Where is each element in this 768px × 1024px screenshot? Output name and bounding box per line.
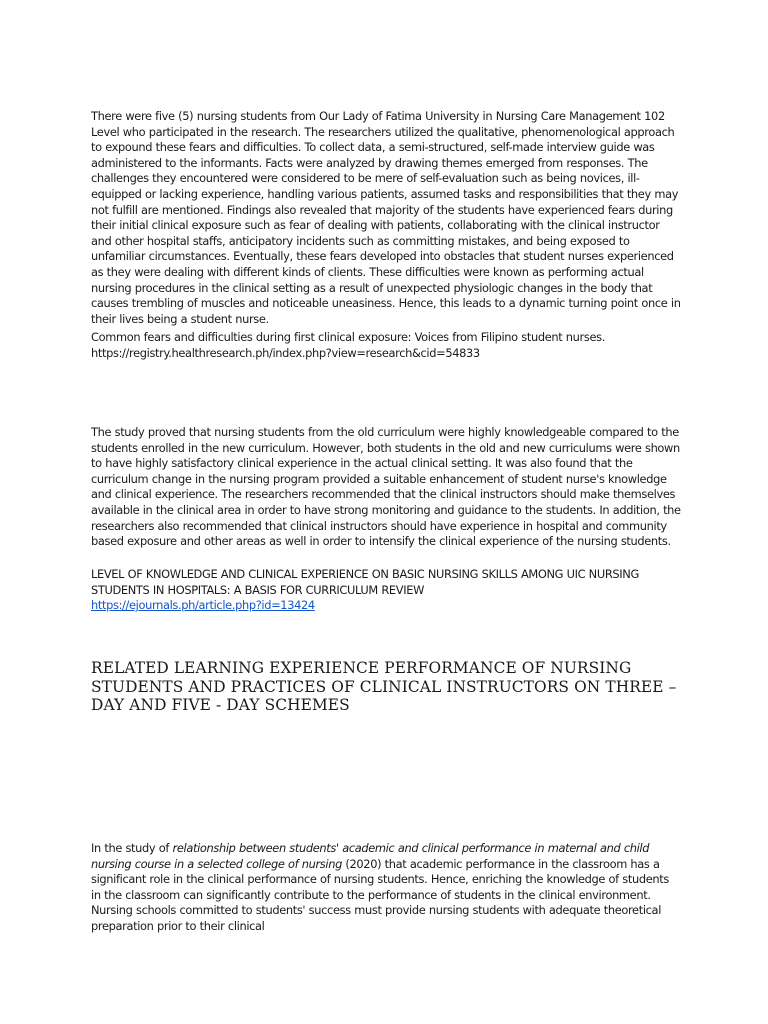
reference-1-url: https://registry.healthresearch.ph/index.php?view=research&cid=54833 xyxy=(91,345,480,360)
reference-2-title: LEVEL OF KNOWLEDGE AND CLINICAL EXPERIENCE ON BASIC NURSING SKILLS AMONG UIC NURSING STUDENTS IN HOSPITALS: A BASIS FOR CURRICULUM REVIEW xyxy=(91,567,639,597)
paragraph-3-text xyxy=(91,841,681,935)
reference-2 xyxy=(91,567,681,614)
paragraph-2-text: The study proved that nursing students from the old curriculum were highly knowledgeable compared to the students enrolled in the new curriculum. However, both students in the old and new curriculums were shown to have highly satisfactory clinical experience in the actual clinical setting. It was also found that the curriculum change in the nursing program provided a suitable enhancement of student nurse's knowledge and clinical experience. The researchers recommended that the clinical instructors should make themselves available in the clinical area in order to have strong monitoring and guidance to the students. In addition, the researchers also recommended that clinical instructors should have experience in hospital and community based exposure and other areas as well in order to intensify the clinical experience of the nursing students. xyxy=(91,425,681,549)
section-heading: RELATED LEARNING EXPERIENCE PERFORMANCE OF NURSING STUDENTS AND PRACTICES OF CLINICAL INSTRUCTORS ON THREE – DAY AND FIVE - DAY SCHEMES xyxy=(91,659,677,714)
paragraph-3-italic-title: relationship between students' academic and clinical performance in maternal and child nursing course in a selected college of nursing xyxy=(91,841,650,871)
section-heading-block xyxy=(91,659,681,715)
paragraph-3-rest: (2020) that academic performance in the classroom has a significant role in the clinical performance of nursing students. Hence, enriching the knowledge of students in the classroom can significantly contribute to the performance of students in the clinical environment. Nursing schools committed to students' success must provide nursing students with adequate theoretical preparation prior to their clinical xyxy=(91,856,669,933)
paragraph-1-text: There were five (5) nursing students from Our Lady of Fatima University in Nursing Care Management 102 Level who participated in the research. The researchers utilized the qualitative, phenomenological approach to expound these fears and difficulties. To collect data, a semi-structured, self-made interview guide was administered to the informants. Facts were analyzed by drawing themes emerged from responses. The challenges they encountered were considered to be mere of self-evaluation such as being novices, ill-equipped or lacking experience, handling various patients, assumed tasks and responsibilities that they may not fulfill are mentioned. Findings also revealed that majority of the students have experienced fears during their initial clinical exposure such as fear of dealing with patients, collaborating with the clinical instructor and other hospital staffs, anticipatory incidents such as committing mistakes, and being exposed to unfamiliar circumstances. Eventually, these fears developed into obstacles that student nurses experienced as they were dealing with different kinds of clients. These difficulties were known as performing actual nursing procedures in the clinical setting as a result of unexpected physiologic changes in the body that causes trembling of muscles and noticeable uneasiness. Hence, this leads to a dynamic turning point once in their lives being a student nurse. xyxy=(91,109,681,326)
paragraph-fears-study xyxy=(91,109,681,327)
reference-1 xyxy=(91,330,681,361)
reference-1-title: Common fears and difficulties during first clinical exposure: Voices from Filipino student nurses. xyxy=(91,330,605,344)
paragraph-academic-clinical xyxy=(91,841,681,935)
reference-2-link[interactable]: https://ejournals.ph/article.php?id=13424 xyxy=(91,598,315,613)
paragraph-curriculum-study xyxy=(91,425,681,550)
paragraph-3-intro: In the study of xyxy=(91,841,173,855)
